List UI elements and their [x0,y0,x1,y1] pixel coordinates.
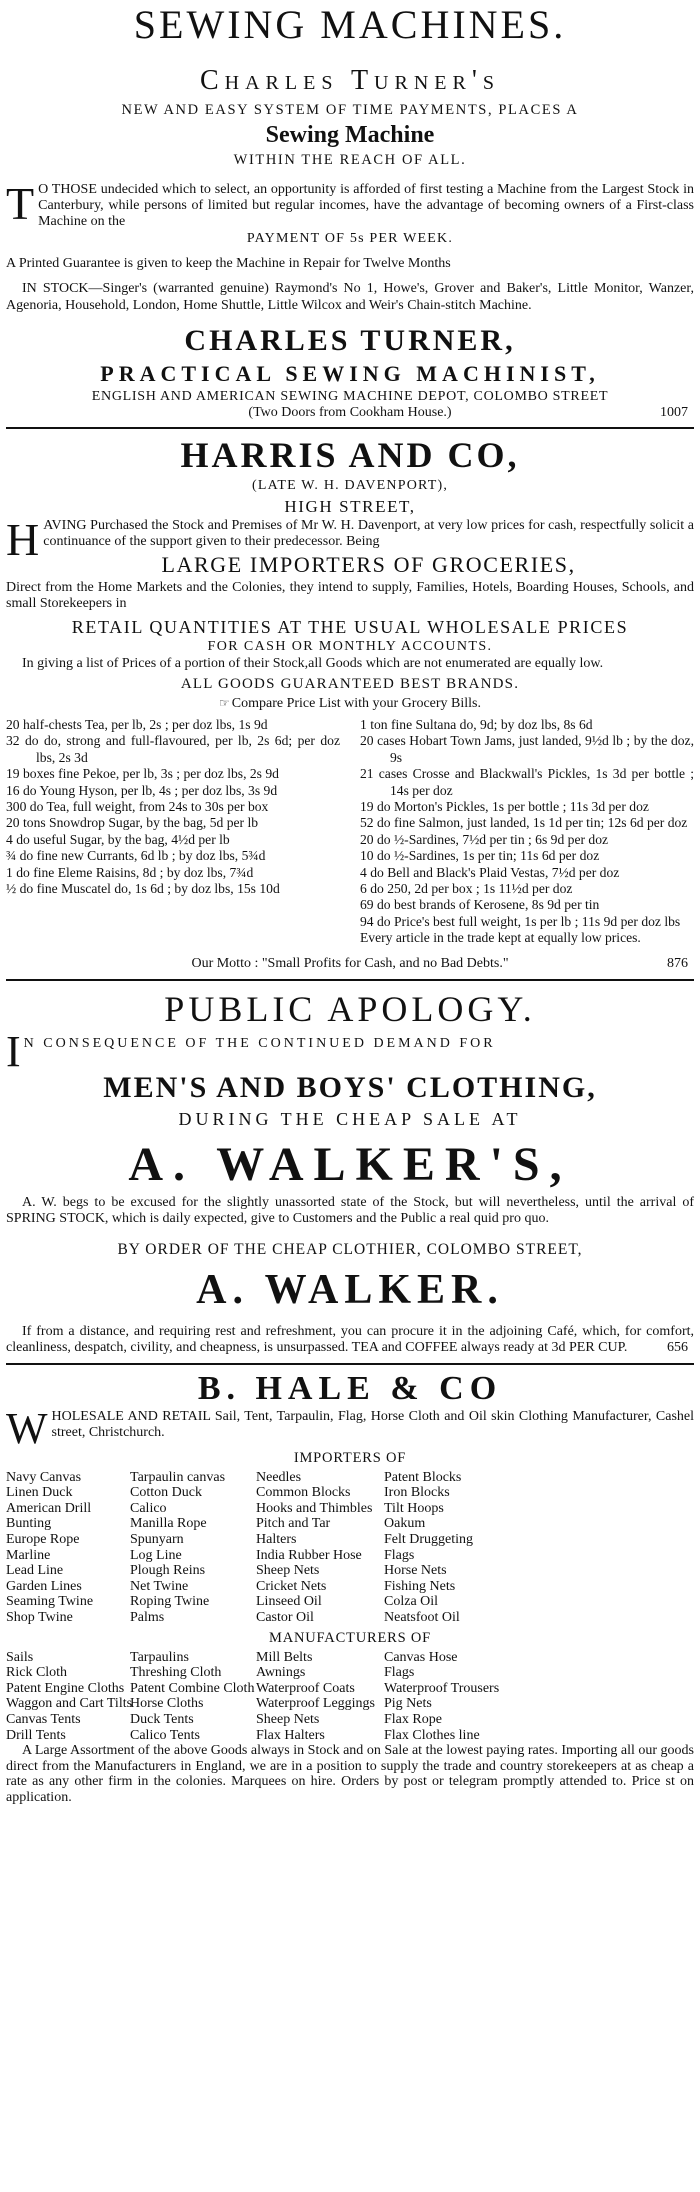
within-reach-line: WITHIN THE REACH OF ALL. [233,152,467,168]
goods-item: Cricket Nets [256,1578,327,1594]
cash-line: FOR CASH OR MONTHLY ACCOUNTS. [207,639,493,654]
goods-item: Sheep Nets [256,1712,320,1727]
goods-item: Waggon and Cart Tilts [6,1696,133,1712]
goods-item: Shop Twine [6,1610,73,1626]
goods-item: American Drill [6,1500,92,1516]
goods-item: Palms [130,1610,165,1626]
importers-list [6,1470,694,1626]
column-spacer [506,1532,694,1548]
guarantee-line: A Printed Guarantee is given to keep the Machine in Repair for Twelve Months [6,256,451,271]
price-item: 4 do useful Sugar, by the bag, 4½d per lb [6,831,230,847]
distance-text: If from a distance, and requiring rest and refreshment, you can procure it in the adjoining Café, which, for comfort, cleanliness, despatch, civility, and cheapness, is unsurpassed. TEA and COFFEE always ready at 3d PER CUP. [6,1323,694,1356]
price-item: 20 cases Hobart Town Jams, just landed, 9½d lb ; by the doz, 9s [360,733,694,765]
manufacturers-heading: MANUFACTURERS OF [269,1629,431,1646]
goods-item: Navy Canvas [6,1469,82,1485]
goods-item: Halters [256,1532,297,1548]
consequence-line [6,1026,694,1076]
goods-item: Castor Oil [256,1610,314,1626]
price-list-right [360,717,694,947]
goods-item: Patent Combine Cloth [130,1680,255,1696]
price-item: 20 do ½-Sardines, 7½d per tin ; 6s 9d per doz [360,831,609,847]
intro-paragraph [6,1403,694,1453]
price-item: 4 do Bell and Black's Plaid Vestas, 7½d per doz [360,864,620,880]
late-line: (LATE W. H. DAVENPORT), [251,478,449,493]
column-spacer [506,1563,694,1579]
goods-item: Patent Blocks [384,1469,462,1485]
public-apology-ad [6,987,694,1357]
goods-item: Linseed Oil [256,1594,322,1610]
goods-item: Colza Oil [384,1594,439,1610]
retail-line: RETAIL QUANTITIES AT THE USUAL WHOLESALE PRICES [71,617,629,637]
goods-item: Needles [256,1469,302,1485]
goods-item: Flax Halters [256,1727,325,1743]
goods-item: Common Blocks [256,1485,351,1501]
price-item: 300 do Tea, full weight, from 24s to 30s per box [6,799,269,815]
intro-paragraph [6,178,694,230]
goods-item: Seaming Twine [6,1594,94,1610]
goods-item: Sails [6,1649,34,1665]
goods-item: Linen Duck [6,1485,73,1501]
price-item: 21 cases Crosse and Blackwall's Pickles, 1s 3d per bottle ; 14s per doz [360,766,694,798]
clothing-line: MEN'S AND BOYS' CLOTHING, [103,1070,597,1104]
goods-item: Threshing Cloth [130,1665,222,1681]
goods-item: Cotton Duck [130,1485,202,1501]
goods-item: Manilla Rope [130,1516,207,1532]
drop-cap: T [6,178,35,229]
goods-item: Pig Nets [384,1696,432,1712]
column-spacer [506,1712,694,1728]
compare-line [6,694,694,713]
address-line [6,405,694,421]
giving-paragraph: In giving a list of Prices of a portion of their Stock,all Goods which are not enumerated are equally low. [22,656,604,671]
goods-item: Spunyarn [130,1532,184,1548]
in-stock-paragraph: IN STOCK—Singer's (warranted genuine) Raymond's No 1, Howe's, Grover and Baker's, Little Monitor, Wanzer, Agenoria, Household, London, Home Shuttle, Little Wilcox and Weir's Chain-stitch Machine. [6,281,694,313]
goods-item: Marline [6,1547,51,1563]
order-line: BY ORDER OF THE CHEAP CLOTHIER, COLOMBO STREET, [117,1240,583,1258]
price-item: 69 do best brands of Kerosene, 8s 9d per tin [360,897,600,913]
goods-item: Pitch and Tar [256,1516,331,1532]
goods-item: Horse Cloths [130,1696,204,1712]
price-item: ¾ do fine new Currants, 6d lb ; by doz lbs, 5¾d [6,848,266,864]
ad-headline: PUBLIC APOLOGY. [164,988,536,1029]
goods-item: Tarpaulins [130,1649,189,1665]
ad-headline: B. HALE & CO [197,1369,503,1407]
goods-item: Waterproof Trousers [384,1680,500,1696]
goods-item: Canvas Hose [384,1649,458,1665]
column-spacer [506,1728,694,1744]
importers-line: LARGE IMPORTERS OF GROCERIES, [161,552,576,577]
goods-item: Oakum [384,1516,426,1532]
harris-and-co-ad [6,433,694,973]
pointing-hand-icon: ☞ [219,696,230,710]
distance-paragraph [6,1324,694,1357]
goods-item: Calico [130,1500,167,1516]
price-item: 1 do fine Eleme Raisins, 8d ; by doz lbs, 7¾d [6,864,254,880]
walker-name: A. WALKER'S, [128,1137,572,1191]
importers-heading: IMPORTERS OF [293,1449,407,1466]
price-item: 19 do Morton's Pickles, 1s per bottle ; 11s 3d per doz [360,799,649,815]
goods-item: Log Line [130,1547,182,1563]
column-spacer [506,1594,694,1610]
column-spacer [506,1579,694,1595]
during-line: DURING THE CHEAP SALE AT [178,1108,522,1129]
doors-text: (Two Doors from Cookham House.) [248,405,452,420]
depot-line: ENGLISH AND AMERICAN SEWING MACHINE DEPOT, COLOMBO STREET [91,389,609,404]
price-list-left [6,717,340,947]
practical-line: PRACTICAL SEWING MACHINIST, [100,361,600,386]
drop-cap: W [6,1403,48,1453]
goods-item: India Rubber Hose [256,1547,362,1563]
goods-item: Canvas Tents [6,1712,81,1727]
column-spacer [506,1681,694,1697]
ad-headline: HARRIS AND CO, [180,435,520,475]
price-item: 20 half-chests Tea, per lb, 2s ; per doz lbs, 1s 9d [6,717,268,732]
goods-item: Patent Engine Cloths [6,1680,125,1696]
price-item: 16 do Young Hyson, per lb, 4s ; per doz lbs, 3s 9d [6,782,278,798]
goods-item: Flax Rope [384,1712,442,1727]
goods-item: Duck Tents [130,1712,194,1727]
goods-item: Plough Reins [130,1563,206,1579]
column-spacer [506,1610,694,1626]
goods-item: Flags [384,1547,415,1563]
column-spacer [506,1696,694,1712]
compare-text: Compare Price List with your Grocery Bills. [231,696,481,711]
goods-item: Rick Cloth [6,1665,68,1681]
drop-cap: H [6,514,40,565]
column-spacer [506,1665,694,1681]
column-spacer [506,1485,694,1501]
business-name: CHARLES TURNER, [184,324,516,357]
ad-number: 876 [667,955,688,971]
goods-item: Tarpaulin canvas [130,1469,226,1485]
goods-item: Iron Blocks [384,1485,450,1501]
proprietor-name: Charles Turner's [199,65,500,96]
payment-line: PAYMENT OF 5s PER WEEK. [246,231,454,246]
price-item: ½ do fine Muscatel do, 1s 6d ; by doz lbs, 15s 10d [6,881,280,897]
price-item: 6 do 250, 2d per box ; 1s 11½d per doz [360,881,573,897]
goods-item: Drill Tents [6,1727,66,1743]
goods-item: Waterproof Coats [256,1680,355,1696]
motto-line [6,955,694,973]
price-item: 19 boxes fine Pekoe, per lb, 3s ; per doz lbs, 2s 9d [6,766,279,782]
walker-signature: A. WALKER. [196,1266,504,1313]
hale-and-co-ad [6,1369,694,1806]
goods-item: Fishing Nets [384,1578,456,1594]
goods-item: Garden Lines [6,1578,82,1594]
system-line: NEW AND EASY SYSTEM OF TIME PAYMENTS, PLACES A [121,102,579,118]
drop-cap: I [6,1026,24,1076]
intro-text: AVING Purchased the Stock and Premises of Mr W. H. Davenport, at very low prices for cash, respectfully solicit a continuance of the support given to their predecessor. Being [43,518,694,549]
goods-item: Awnings [256,1665,306,1681]
goods-item: Waterproof Leggings [256,1696,375,1712]
guaranteed-line: ALL GOODS GUARANTEED BEST BRANDS. [180,676,520,692]
price-item: 94 do Price's best full weight, 1s per lb ; 11s 9d per doz lbs [360,913,681,929]
goods-item: Tilt Hoops [384,1500,444,1516]
goods-item: Hooks and Thimbles [256,1500,373,1516]
closing-paragraph: A Large Assortment of the above Goods always in Stock and on Sale at the lowest paying rates. Importing all our goods direct from the Manufacturers in England, we are in a position to supply the trade and country storekeepers at as cheap a rate as any other firm in the colonies. Marquees on hire. Orders by post or telegram promptly attended to. Price st on application. [6,1743,694,1805]
goods-item: Flax Clothes line [384,1727,480,1743]
street-line: HIGH STREET, [284,497,416,516]
goods-item: Calico Tents [130,1727,200,1743]
goods-item: Neatsfoot Oil [384,1610,460,1626]
column-spacer [506,1650,694,1666]
intro-text: O THOSE undecided which to select, an opportunity is afforded of first testing a Machine from the Largest Stock in Canterbury, while persons of limited but regular incomes, have the advantage of becoming owners of a First-class Machine on the [38,182,694,229]
column-spacer [506,1516,694,1532]
consequence-text: N CONSEQUENCE OF THE CONTINUED DEMAND FOR [23,1035,496,1051]
goods-item: Europe Rope [6,1532,80,1548]
direct-paragraph: Direct from the Home Markets and the Colonies, they intend to supply, Families, Hotels, Boarding Houses, Schools, and small Storekeepers in [6,580,694,611]
manufacturers-list [6,1650,694,1744]
apology-paragraph: A. W. begs to be excused for the slightly unassorted state of the Stock, but will nevertheless, until the arrival of SPRING STOCK, which is daily expected, give to Customers and the Public a real quid pro quo. [6,1194,694,1227]
price-item: 52 do fine Salmon, just landed, 1s 1d per tin; 12s 6d per doz [360,815,688,831]
goods-item: Net Twine [130,1578,189,1594]
divider [6,427,694,429]
price-item: Every article in the trade kept at equally low prices. [360,930,641,946]
sewing-machines-ad [6,2,694,421]
goods-item: Roping Twine [130,1594,210,1610]
price-item: 20 tons Snowdrop Sugar, by the bag, 5d per lb [6,815,259,831]
goods-item: Flags [384,1665,415,1681]
ad-headline: SEWING MACHINES. [133,2,567,47]
intro-text: HOLESALE AND RETAIL Sail, Tent, Tarpaulin, Flag, Horse Cloth and Oil skin Clothing Manufacturer, Cashel street, Christchurch. [51,1408,694,1441]
divider [6,1363,694,1365]
price-item: 10 do ½-Sardines, 1s per tin; 11s 6d per doz [360,848,600,864]
ad-number: 656 [667,1340,688,1356]
column-spacer [506,1548,694,1564]
motto-text: Our Motto : "Small Profits for Cash, and no Bad Debts." [191,955,509,971]
goods-item: Sheep Nets [256,1563,320,1579]
goods-item: Bunting [6,1516,52,1532]
goods-item: Mill Belts [256,1649,313,1665]
sewing-machine-title: Sewing Machine [265,122,435,148]
column-spacer [506,1470,694,1486]
price-item: 1 ton fine Sultana do, 9d; by doz lbs, 8s 6d [360,717,593,732]
ad-number: 1007 [660,405,688,420]
column-spacer [506,1501,694,1517]
divider [6,979,694,981]
goods-item: Horse Nets [384,1563,447,1579]
price-list [6,717,694,947]
price-item: 32 do do, strong and full-flavoured, per lb, 2s 6d; per doz lbs, 2s 3d [6,733,340,765]
goods-item: Felt Druggeting [384,1532,474,1548]
goods-item: Lead Line [6,1563,64,1579]
